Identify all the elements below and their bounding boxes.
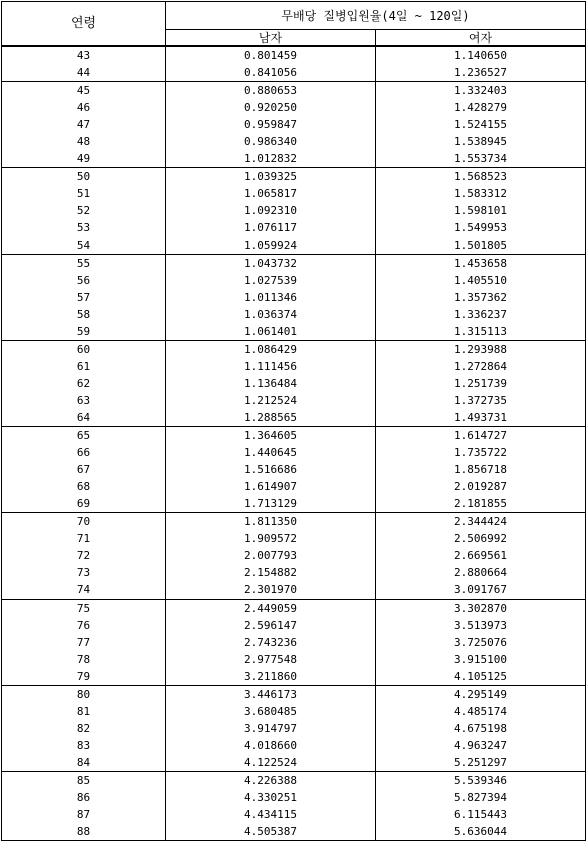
male-rate-cell: 2.743236 <box>166 634 376 651</box>
table-row <box>2 392 586 409</box>
male-column-header: 남자 <box>166 30 376 47</box>
male-rate-cell: 2.154882 <box>166 564 376 581</box>
table-row <box>2 219 586 236</box>
table-row <box>2 185 586 202</box>
female-rate-cell: 4.485174 <box>376 703 586 720</box>
male-rate-cell: 1.909572 <box>166 530 376 547</box>
age-cell: 77 <box>2 634 166 651</box>
female-rate-cell: 1.140650 <box>376 46 586 64</box>
rate-column-header: 무배당 질병입원율(4일 ~ 120일) <box>166 2 586 30</box>
female-rate-cell: 2.880664 <box>376 564 586 581</box>
table-row <box>2 254 586 272</box>
table-row <box>2 64 586 82</box>
table-row <box>2 46 586 64</box>
male-rate-cell: 4.505387 <box>166 823 376 841</box>
male-rate-cell: 1.212524 <box>166 392 376 409</box>
age-cell: 46 <box>2 99 166 116</box>
male-rate-cell: 0.841056 <box>166 64 376 82</box>
female-rate-cell: 2.019287 <box>376 478 586 495</box>
table-row <box>2 581 586 599</box>
female-rate-cell: 3.302870 <box>376 599 586 617</box>
female-rate-cell: 1.524155 <box>376 116 586 133</box>
female-rate-cell: 5.636044 <box>376 823 586 841</box>
age-cell: 62 <box>2 375 166 392</box>
table-row <box>2 720 586 737</box>
age-cell: 61 <box>2 358 166 375</box>
male-rate-cell: 1.288565 <box>166 409 376 427</box>
female-rate-cell: 1.856718 <box>376 461 586 478</box>
table-row <box>2 461 586 478</box>
female-rate-cell: 3.513973 <box>376 617 586 634</box>
age-cell: 66 <box>2 444 166 461</box>
male-rate-cell: 1.039325 <box>166 168 376 186</box>
female-rate-cell: 1.315113 <box>376 323 586 341</box>
age-cell: 88 <box>2 823 166 841</box>
female-rate-cell: 4.675198 <box>376 720 586 737</box>
male-rate-cell: 1.012832 <box>166 150 376 168</box>
male-rate-cell: 1.136484 <box>166 375 376 392</box>
female-rate-cell: 1.236527 <box>376 64 586 82</box>
male-rate-cell: 1.061401 <box>166 323 376 341</box>
female-rate-cell: 1.553734 <box>376 150 586 168</box>
male-rate-cell: 1.076117 <box>166 219 376 236</box>
male-rate-cell: 1.811350 <box>166 513 376 531</box>
table-row <box>2 634 586 651</box>
age-cell: 64 <box>2 409 166 427</box>
age-cell: 72 <box>2 547 166 564</box>
table-row <box>2 375 586 392</box>
male-rate-cell: 1.614907 <box>166 478 376 495</box>
age-cell: 56 <box>2 272 166 289</box>
table-row <box>2 530 586 547</box>
table-row <box>2 617 586 634</box>
female-rate-cell: 1.598101 <box>376 202 586 219</box>
age-cell: 58 <box>2 306 166 323</box>
male-rate-cell: 2.301970 <box>166 581 376 599</box>
age-cell: 74 <box>2 581 166 599</box>
table-row <box>2 202 586 219</box>
age-cell: 70 <box>2 513 166 531</box>
table-row <box>2 409 586 427</box>
age-cell: 82 <box>2 720 166 737</box>
male-rate-cell: 4.018660 <box>166 737 376 754</box>
age-cell: 68 <box>2 478 166 495</box>
table-row <box>2 703 586 720</box>
table-row <box>2 237 586 255</box>
age-cell: 59 <box>2 323 166 341</box>
age-cell: 87 <box>2 806 166 823</box>
table-row <box>2 651 586 668</box>
age-cell: 50 <box>2 168 166 186</box>
age-cell: 60 <box>2 340 166 358</box>
female-rate-cell: 2.344424 <box>376 513 586 531</box>
male-rate-cell: 1.036374 <box>166 306 376 323</box>
table-row <box>2 323 586 341</box>
male-rate-cell: 4.434115 <box>166 806 376 823</box>
male-rate-cell: 1.065817 <box>166 185 376 202</box>
male-rate-cell: 0.880653 <box>166 82 376 100</box>
female-rate-cell: 1.735722 <box>376 444 586 461</box>
table-row <box>2 82 586 100</box>
female-rate-cell: 3.725076 <box>376 634 586 651</box>
table-row <box>2 168 586 186</box>
female-rate-cell: 1.614727 <box>376 427 586 445</box>
age-cell: 81 <box>2 703 166 720</box>
table-row <box>2 150 586 168</box>
age-cell: 44 <box>2 64 166 82</box>
table-row <box>2 754 586 772</box>
male-rate-cell: 4.226388 <box>166 771 376 789</box>
table-row <box>2 599 586 617</box>
female-rate-cell: 4.963247 <box>376 737 586 754</box>
male-rate-cell: 1.011346 <box>166 289 376 306</box>
female-rate-cell: 1.336237 <box>376 306 586 323</box>
age-cell: 47 <box>2 116 166 133</box>
age-cell: 69 <box>2 495 166 513</box>
table-row <box>2 771 586 789</box>
age-cell: 43 <box>2 46 166 64</box>
age-cell: 79 <box>2 668 166 686</box>
female-column-header: 여자 <box>376 30 586 47</box>
male-rate-cell: 1.364605 <box>166 427 376 445</box>
female-rate-cell: 4.295149 <box>376 685 586 703</box>
female-rate-cell: 3.915100 <box>376 651 586 668</box>
table-row <box>2 306 586 323</box>
female-rate-cell: 2.506992 <box>376 530 586 547</box>
male-rate-cell: 2.596147 <box>166 617 376 634</box>
female-rate-cell: 1.583312 <box>376 185 586 202</box>
table-row <box>2 547 586 564</box>
male-rate-cell: 3.680485 <box>166 703 376 720</box>
female-rate-cell: 2.181855 <box>376 495 586 513</box>
male-rate-cell: 1.043732 <box>166 254 376 272</box>
table-row <box>2 806 586 823</box>
female-rate-cell: 1.549953 <box>376 219 586 236</box>
female-rate-cell: 5.251297 <box>376 754 586 772</box>
male-rate-cell: 2.449059 <box>166 599 376 617</box>
table-row <box>2 513 586 531</box>
table-row <box>2 444 586 461</box>
age-cell: 84 <box>2 754 166 772</box>
female-rate-cell: 1.251739 <box>376 375 586 392</box>
male-rate-cell: 1.059924 <box>166 237 376 255</box>
table-row <box>2 668 586 686</box>
table-row <box>2 358 586 375</box>
male-rate-cell: 0.959847 <box>166 116 376 133</box>
table-row <box>2 685 586 703</box>
female-rate-cell: 1.357362 <box>376 289 586 306</box>
male-rate-cell: 3.914797 <box>166 720 376 737</box>
female-rate-cell: 1.501805 <box>376 237 586 255</box>
male-rate-cell: 2.977548 <box>166 651 376 668</box>
male-rate-cell: 0.801459 <box>166 46 376 64</box>
female-rate-cell: 1.538945 <box>376 133 586 150</box>
male-rate-cell: 2.007793 <box>166 547 376 564</box>
rate-table <box>1 1 586 841</box>
table-row <box>2 133 586 150</box>
male-rate-cell: 3.211860 <box>166 668 376 686</box>
age-cell: 63 <box>2 392 166 409</box>
age-cell: 52 <box>2 202 166 219</box>
male-rate-cell: 1.027539 <box>166 272 376 289</box>
age-cell: 73 <box>2 564 166 581</box>
male-rate-cell: 0.920250 <box>166 99 376 116</box>
male-rate-cell: 3.446173 <box>166 685 376 703</box>
male-rate-cell: 0.986340 <box>166 133 376 150</box>
age-cell: 67 <box>2 461 166 478</box>
male-rate-cell: 1.440645 <box>166 444 376 461</box>
female-rate-cell: 5.827394 <box>376 789 586 806</box>
table-row <box>2 564 586 581</box>
age-cell: 83 <box>2 737 166 754</box>
age-cell: 51 <box>2 185 166 202</box>
table-row <box>2 427 586 445</box>
age-cell: 85 <box>2 771 166 789</box>
female-rate-cell: 4.105125 <box>376 668 586 686</box>
table-row <box>2 789 586 806</box>
female-rate-cell: 3.091767 <box>376 581 586 599</box>
table-row <box>2 495 586 513</box>
male-rate-cell: 1.111456 <box>166 358 376 375</box>
age-cell: 65 <box>2 427 166 445</box>
male-rate-cell: 1.516686 <box>166 461 376 478</box>
female-rate-cell: 1.372735 <box>376 392 586 409</box>
age-cell: 53 <box>2 219 166 236</box>
male-rate-cell: 1.086429 <box>166 340 376 358</box>
age-cell: 75 <box>2 599 166 617</box>
table-body <box>2 46 586 841</box>
age-cell: 49 <box>2 150 166 168</box>
age-cell: 45 <box>2 82 166 100</box>
female-rate-cell: 1.332403 <box>376 82 586 100</box>
age-cell: 48 <box>2 133 166 150</box>
age-cell: 54 <box>2 237 166 255</box>
female-rate-cell: 6.115443 <box>376 806 586 823</box>
age-cell: 55 <box>2 254 166 272</box>
male-rate-cell: 1.092310 <box>166 202 376 219</box>
table-row <box>2 99 586 116</box>
male-rate-cell: 1.713129 <box>166 495 376 513</box>
table-row <box>2 272 586 289</box>
table-row <box>2 478 586 495</box>
female-rate-cell: 1.405510 <box>376 272 586 289</box>
table-header <box>2 2 586 47</box>
age-cell: 86 <box>2 789 166 806</box>
female-rate-cell: 1.493731 <box>376 409 586 427</box>
age-column-header: 연령 <box>2 2 166 47</box>
female-rate-cell: 1.272864 <box>376 358 586 375</box>
age-cell: 71 <box>2 530 166 547</box>
age-cell: 57 <box>2 289 166 306</box>
female-rate-cell: 5.539346 <box>376 771 586 789</box>
female-rate-cell: 1.428279 <box>376 99 586 116</box>
male-rate-cell: 4.330251 <box>166 789 376 806</box>
table-row <box>2 289 586 306</box>
male-rate-cell: 4.122524 <box>166 754 376 772</box>
age-cell: 76 <box>2 617 166 634</box>
table-row <box>2 737 586 754</box>
female-rate-cell: 1.568523 <box>376 168 586 186</box>
female-rate-cell: 1.453658 <box>376 254 586 272</box>
age-cell: 80 <box>2 685 166 703</box>
female-rate-cell: 1.293988 <box>376 340 586 358</box>
table-row <box>2 116 586 133</box>
table-row <box>2 823 586 841</box>
table-row <box>2 340 586 358</box>
female-rate-cell: 2.669561 <box>376 547 586 564</box>
age-cell: 78 <box>2 651 166 668</box>
